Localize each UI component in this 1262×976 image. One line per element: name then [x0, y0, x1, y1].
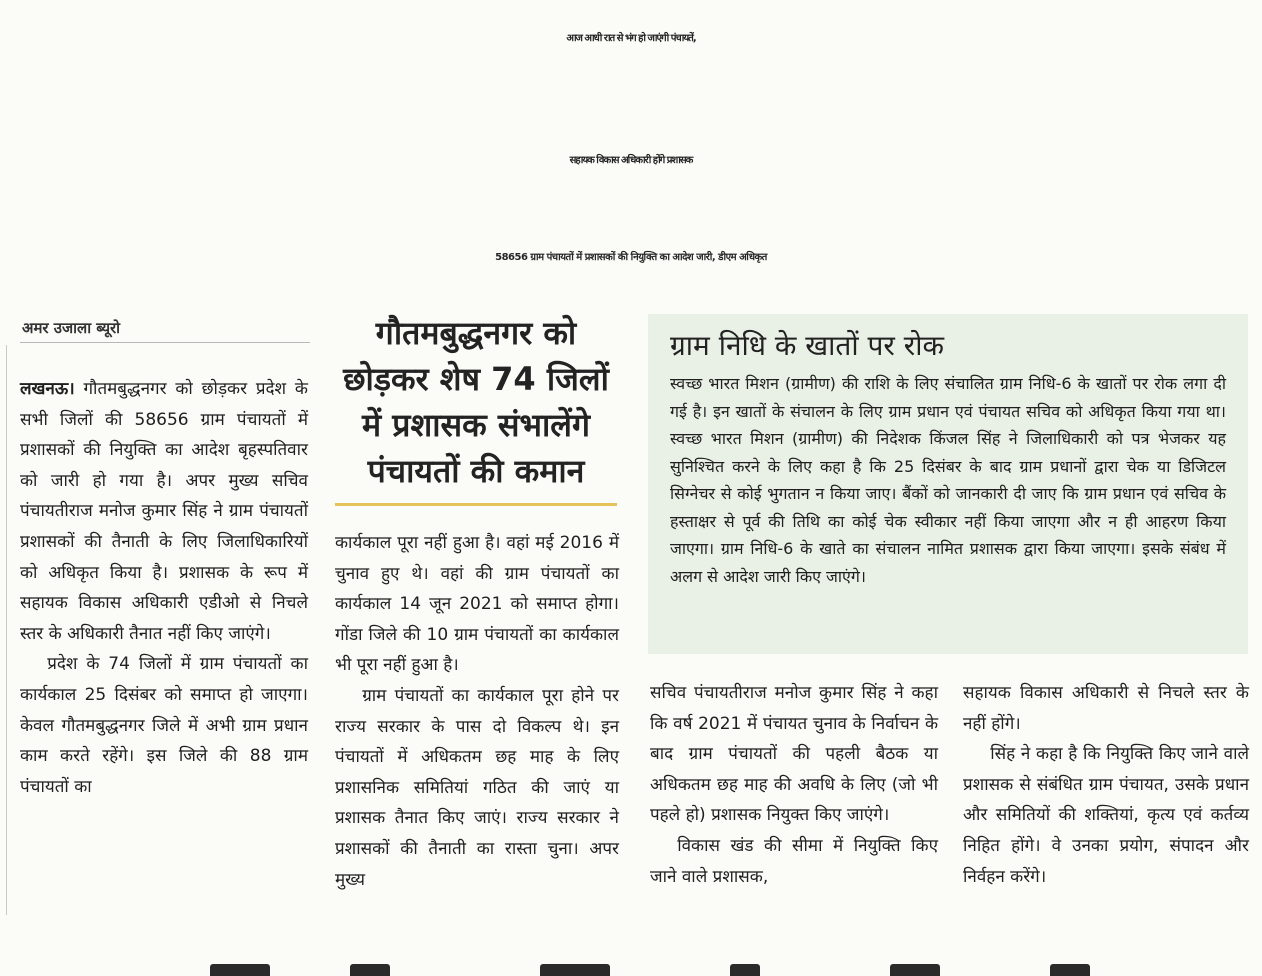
article-paragraph — [20, 374, 308, 649]
headline-line-1: आज आधी रात से भंग हो जाएंगी पंचायतें, — [566, 33, 696, 44]
article-paragraph: सहायक विकास अधिकारी से निचले स्तर के नहीं होंगे। — [963, 683, 1249, 734]
pull-quote: गौतमबुद्धनगर को छोड़कर शेष 74 जिलों में प्रशासक संभालेंगे पंचायतों की कमान — [343, 314, 609, 490]
article-paragraph: सिंह ने कहा है कि नियुक्ति किए जाने वाले प्रशासक से संबंधित ग्राम पंचायत, उसके प्रधान और समितियों की शक्तियां, कृत्य एवं कर्तव्य निहित होंगे। वे उनका प्रयोग, संपादन और निर्वहन करेंगे। — [963, 744, 1249, 887]
info-box-title: ग्राम निधि के खातों पर रोक — [670, 329, 944, 362]
article-paragraph: प्रदेश के 74 जिलों में ग्राम पंचायतों का कार्यकाल 25 दिसंबर को समाप्त हो जाएगा। केवल गौतमबुद्धनगर जिले में अभी ग्राम प्रधान काम करते रहेंगे। इस जिले की 88 ग्राम पंचायतों का — [20, 654, 308, 797]
next-headline-cropped — [0, 958, 1262, 976]
article-column-2 — [335, 528, 619, 895]
article-paragraph: ग्राम पंचायतों का कार्यकाल पूरा होने पर राज्य सरकार के पास दो विकल्प थे। इन पंचायतों में अधिकतम छह माह के लिए प्रशासनिक समितियां गठित की जाएं या प्रशासक तैनात किए जाएं। राज्य सरकार ने प्रशासकों की तैनाती का रास्ता चुना। अपर मुख्य — [335, 685, 619, 890]
margin-divider — [6, 345, 7, 915]
info-box — [648, 314, 1248, 654]
dateline: लखनऊ। — [20, 379, 75, 399]
article-column-3 — [650, 678, 938, 892]
info-box-text: स्वच्छ भारत मिशन (ग्रामीण) की राशि के लिए संचालित ग्राम निधि-6 के खातों पर रोक लगा दी गई है। इन खातों के संचालन के लिए ग्राम प्रधान एवं पंचायत सचिव को अधिकृत किया गया था। स्वच्छ भारत मिशन (ग्रामीण) की निदेशक किंजल सिंह ने जिलाधिकारी को पत्र भेजकर यह सुनिश्चित करने के लिए कहा है कि 25 दिसंबर के बाद ग्राम प्रधानों द्वारा चेक या डिजिटल सिग्नेचर से कोई भुगतान न किया जाए। बैंकों को जानकारी दी जाए कि ग्राम प्रधान एवं सचिव के हस्ताक्षर से पूर्व की तिथि का कोई चेक स्वीकार नहीं किया जाएगा और न ही आहरण किया जाएगा। ग्राम निधि-6 के खाते का संचालन नामित प्रशासक द्वारा किया जाएगा। इसके संबंध में अलग से आदेश जारी किए जाएंगे। — [670, 374, 1226, 586]
paragraph-text: गौतमबुद्धनगर को छोड़कर प्रदेश के सभी जिलों की 58656 ग्राम पंचायतों में प्रशासकों की नियुक्ति का आदेश बृहस्पतिवार को जारी हो गया है। अपर मुख्य सचिव पंचायतीराज मनोज कुमार सिंह ने ग्राम पंचायतों प्रशासकों की तैनाती के लिए जिलाधिकारियों को अधिकृत किया है। प्रशासक के रूप में सहायक विकास अधिकारी एडीओ से निचले स्तर के अधिकारी तैनात नहीं किए जाएंगे। — [20, 379, 308, 644]
article-column-4 — [963, 678, 1249, 892]
article-paragraph: विकास खंड की सीमा में नियुक्ति किए जाने वाले प्रशासक, — [650, 835, 938, 887]
article-column-1 — [20, 374, 308, 802]
article-paragraph: सचिव पंचायतीराज मनोज कुमार सिंह ने कहा कि वर्ष 2021 में पंचायत चुनाव के निर्वाचन के बाद ग्राम पंचायतों की पहली बैठक या अधिकतम छह माह की अवधि के लिए (जो भी पहले हो) प्रशासक नियुक्त किए जाएंगे। — [650, 683, 938, 826]
byline: अमर उजाला ब्यूरो — [22, 319, 121, 337]
headline-line-2: सहायक विकास अधिकारी होंगे प्रशासक — [569, 155, 693, 166]
byline-divider — [20, 342, 310, 343]
pull-quote-underline — [335, 503, 617, 506]
subheadline: 58656 ग्राम पंचायतों में प्रशासकों की नियुक्ति का आदेश जारी, डीएम अधिकृत — [495, 252, 767, 263]
article-paragraph: कार्यकाल पूरा नहीं हुआ है। वहां मई 2016 में चुनाव हुए थे। वहां की ग्राम पंचायतों का कार्यकाल 14 जून 2021 को समाप्त होगा। गोंडा जिले की 10 ग्राम पंचायतों का कार्यकाल भी पूरा नहीं हुआ है। — [335, 533, 619, 676]
